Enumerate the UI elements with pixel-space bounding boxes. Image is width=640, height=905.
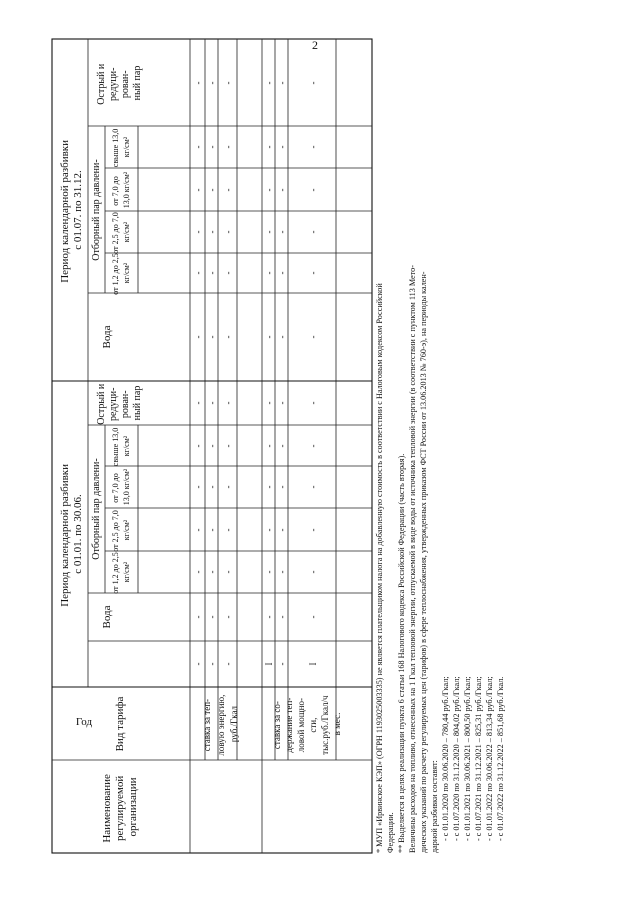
value-cell: - (223, 230, 233, 234)
value-cell: - (264, 81, 274, 85)
value-cell: - (264, 615, 274, 619)
value-cell: - (223, 401, 233, 405)
value-cell: - (308, 528, 318, 532)
value-cell: - (277, 145, 287, 149)
steam-header-2: Отборный пар давлени- (91, 159, 102, 261)
row2-tariff-label: ставка за со- держание теп- ловой мощно- сти, тыс.руб./Гкал/ч в мес. (272, 695, 342, 755)
value-cell: - (207, 81, 217, 85)
period1-header: Период календарной разбивки с 01.01. по 30.06. (59, 463, 84, 607)
row1-year-2: - (207, 662, 217, 666)
row2-year-2: - (277, 662, 287, 666)
value-cell: - (308, 188, 318, 192)
value-cell: - (207, 335, 217, 339)
row2-year-1: I (264, 662, 274, 666)
value-cell: - (308, 335, 318, 339)
value-cell: - (277, 528, 287, 532)
steam-header-1: Отборный пар давлени- (91, 458, 102, 560)
value-cell: - (193, 271, 203, 275)
value-cell: - (264, 188, 274, 192)
value-cell: - (277, 230, 287, 234)
fuel-period-6: - с 01.07.2022 по 31.12.2022 – 851,68 руб./Гкал. (496, 676, 505, 841)
row1-year-1: - (193, 662, 203, 666)
fuel-period-5: - с 01.01.2022 по 30.06.2022 – 813,34 руб./Гкал; (485, 676, 494, 841)
value-cell: - (308, 570, 318, 574)
fuel-period-2: - с 01.07.2020 по 31.12.2020 – 804,02 руб./Гкал; (452, 676, 461, 841)
value-cell: - (193, 230, 203, 234)
pressure-header-1b: от 2,5 до 7,0 кг/см² (111, 510, 131, 552)
value-cell: - (193, 444, 203, 448)
value-cell: - (308, 271, 318, 275)
value-cell: - (207, 570, 217, 574)
value-cell: - (193, 570, 203, 574)
value-cell: - (223, 570, 233, 574)
water-header-2: Вода (101, 325, 113, 349)
fuel-period-4: - с 01.07.2021 по 31.12.2021 – 825,31 руб./Гкал; (474, 676, 483, 841)
value-cell: - (223, 485, 233, 489)
row1-tariff-label: ставка за теп- ловую энергию, руб./Гкал (202, 694, 239, 756)
page-number: 2 (312, 38, 318, 52)
pressure-header-2d: свыше 13,0 кг/см² (111, 128, 131, 168)
value-cells (193, 82, 318, 619)
value-cell: - (193, 528, 203, 532)
value-cell: - (308, 615, 318, 619)
period2-header: Период календарной разбивки с 01.07. по 31.12. (59, 139, 84, 283)
value-cell: - (193, 485, 203, 489)
value-cell: - (223, 615, 233, 619)
water-header-1: Вода (101, 605, 113, 629)
value-cell: - (193, 335, 203, 339)
pressure-header-1a: от 1,2 до 2,5 кг/см² (111, 552, 131, 594)
value-cell: - (193, 401, 203, 405)
value-cell: - (207, 528, 217, 532)
value-cell: - (207, 615, 217, 619)
sharp-steam-header-2: Острый и редуци- рован- ный пар (96, 63, 143, 105)
value-cell: - (207, 401, 217, 405)
value-cell: - (223, 81, 233, 85)
footnote-1: * МУП «Ирвинское КЭП» (ОГРН 1193025003335) не является плательщиком налога на добавленную стоимость в соответствии с Налоговым кодексом Российской (375, 283, 384, 853)
value-cell: - (277, 485, 287, 489)
value-cell: - (277, 615, 287, 619)
value-cell: - (223, 271, 233, 275)
value-cell: - (207, 485, 217, 489)
value-cell: - (264, 570, 274, 574)
value-cell: - (264, 271, 274, 275)
pressure-header-2b: от 2,5 до 7,0 кг/см² (111, 212, 131, 254)
value-cell: - (277, 271, 287, 275)
value-cell: - (308, 81, 318, 85)
value-cell: - (277, 335, 287, 339)
value-cell: - (277, 444, 287, 448)
pressure-header-1d: свыше 13,0 кг/см² (111, 427, 131, 467)
pressure-header-1c: от 7,0 до 13,0 кг/см² (111, 468, 131, 506)
value-cell: - (207, 444, 217, 448)
footnotes (374, 265, 552, 853)
col-year-header: Год (75, 716, 93, 728)
value-cell: - (308, 401, 318, 405)
footnote-1-cont: Федерации. (386, 812, 395, 853)
value-cell: - (264, 401, 274, 405)
sharp-steam-header-1: Острый и редуци- рован- ный пар (96, 383, 143, 425)
value-cell: - (308, 485, 318, 489)
col-tariff-type-header: Вид тарифа (114, 696, 126, 752)
value-cell: - (308, 230, 318, 234)
value-cell: - (193, 615, 203, 619)
fuel-note-line2: дических указаний по расчету регулируемых цен (тарифов) в сфере теплоснабжения, утвержденных приказом ФСТ России от 13.06.2013 № 760-э), на периоды кален- (419, 271, 428, 853)
value-cell: - (264, 444, 274, 448)
value-cell: - (308, 145, 318, 149)
value-cell: - (264, 528, 274, 532)
value-cell: - (277, 570, 287, 574)
value-cell: - (264, 230, 274, 234)
value-cell: - (223, 335, 233, 339)
value-cell: - (264, 485, 274, 489)
pressure-header-2c: от 7,0 до 13,0 кг/см² (111, 171, 131, 209)
pressure-header-2a: от 1,2 до 2,5 кг/см² (111, 253, 131, 295)
tariff-table (50, 27, 380, 855)
rotated-landscape-sheet (50, 27, 570, 855)
value-cell: - (223, 444, 233, 448)
value-cell: - (277, 188, 287, 192)
value-cell: - (223, 145, 233, 149)
row1-year-3: - (223, 662, 233, 666)
value-cell: - (264, 145, 274, 149)
fuel-period-1: - с 01.01.2020 по 30.06.2020 – 780,44 руб./Гкал; (441, 676, 450, 841)
value-cell: - (264, 335, 274, 339)
value-cell: - (207, 145, 217, 149)
value-cell: - (193, 145, 203, 149)
value-cell: - (207, 188, 217, 192)
value-cell: - (277, 81, 287, 85)
value-cell: - (308, 444, 318, 448)
fuel-period-3: - с 01.01.2021 по 30.06.2021 – 800,50 руб./Гкал; (463, 676, 472, 841)
value-cell: - (207, 271, 217, 275)
fuel-note-line1: Величины расходов на топливо, отнесенных на 1 Гкал тепловой энергии, отпускаемой в виде воды от источника тепловой энергии (в соответствии с пунктом 113 Мето- (408, 265, 417, 853)
fuel-note-line3: дарной разбивки составят: (430, 760, 439, 853)
value-cell: - (223, 528, 233, 532)
value-cell: - (223, 188, 233, 192)
value-cell: - (193, 81, 203, 85)
row2-year-3: I (308, 662, 318, 666)
value-cell: - (193, 188, 203, 192)
value-cell: - (277, 401, 287, 405)
col-org-header: Наименование регулируемой организации (101, 774, 139, 843)
footnote-2: ** Выделяется в целях реализации пункта 6 статьи 168 Налогового кодекса Российской Федерации (часть вторая). (397, 453, 406, 853)
value-cell: - (207, 230, 217, 234)
